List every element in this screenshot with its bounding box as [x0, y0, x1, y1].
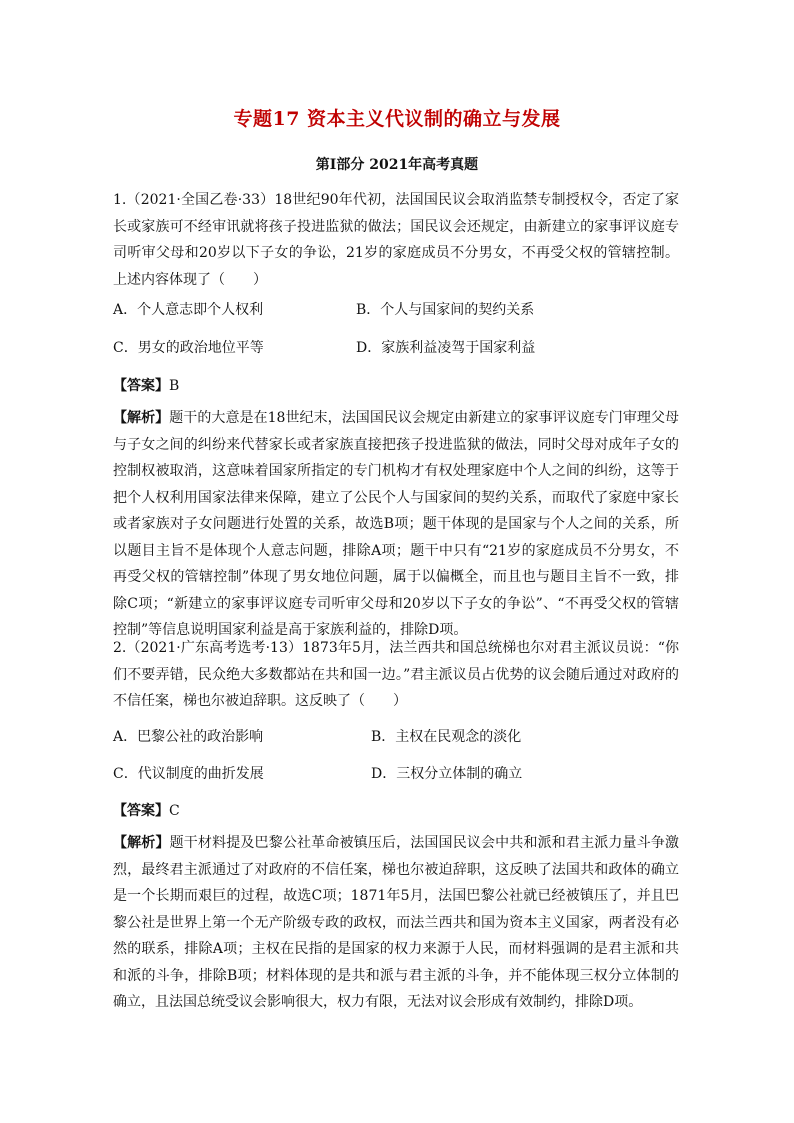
analysis-text: 题干的大意是在18世纪末，法国国民议会规定由新建立的家事评议庭专门审理父母与子女之间的纠纷来代替家长或者家族直接把孩子投进监狱的做法，同时父母对成年子女的控制权被取消，这意味着国家所指定的专门机构才有权处理家庭中个人之间的纠纷，这等于把个人权利用国家法律来保障，建立了公民个人与国家间的契约关系，而取代了家庭中家长或者家族对子女问题进行处置的关系，故选B项；题干体现的是国家与个人之间的关系，所以题目主旨不是体现个人意志问题，排除A项；题干中只有“21岁的家庭成员不分男女，不再受父权的管辖控制”体现了男女地位问题，属于以偏概全，而且也与题目主旨不一致，排除C项；“新建立的家事评议庭专司听审父母和20岁以下子女的争讼”、“不再受父权的管辖控制”等信息说明国家利益是高于家族利益的，排除D项。	[113, 410, 680, 638]
section-subtitle: 第Ⅰ部分 2021年高考真题	[315, 157, 479, 173]
analysis-label: 【解析】	[113, 835, 170, 851]
question-1-option-a: A．个人意志即个人权利	[113, 302, 264, 318]
question-1-option-c: C．男女的政治地位平等	[113, 340, 264, 356]
question-2-option-b: B．主权在民观念的淡化	[371, 729, 522, 745]
question-1-stem: 1.（2021·全国乙卷·33）18世纪90年代初，法国国民议会取消监禁专制授权令，否定了家长或家族可不经审讯就将孩子投进监狱的做法；国民议会还规定，由新建立的家事评议庭专司听审父母和20岁以下子女的争讼，21岁的家庭成员不分男女，不再受父权的管辖控制。上述内容体现了（ ）	[113, 192, 679, 288]
page-title: 专题17 资本主义代议制的确立与发展	[233, 108, 561, 130]
question-1-option-b: B．个人与国家间的契约关系	[356, 302, 535, 318]
question-2-option-d: D．三权分立体制的确立	[371, 766, 523, 782]
answer-value: C	[169, 803, 180, 819]
question-2-option-a: A．巴黎公社的政治影响	[113, 729, 264, 745]
answer-value: B	[169, 378, 180, 394]
question-1-analysis	[113, 405, 679, 644]
question-1-option-d: D．家族利益凌驾于国家利益	[356, 340, 536, 356]
analysis-label: 【解析】	[113, 410, 170, 426]
question-2-answer	[113, 801, 180, 821]
question-1-answer	[113, 376, 179, 396]
question-2-stem: 2.（2021·广东高考选考·13）1873年5月，法兰西共和国总统梯也尔对君主派议员说：“你们不要弄错，民众绝大多数都站在共和国一边。”君主派议员占优势的议会随后通过对政府的不信任案，梯也尔被迫辞职。这反映了（ ）	[113, 640, 679, 709]
question-2-option-c: C．代议制度的曲折发展	[113, 766, 264, 782]
question-2-analysis	[113, 830, 679, 1016]
answer-label: 【答案】	[113, 803, 169, 819]
analysis-text: 题干材料提及巴黎公社革命被镇压后，法国国民议会中共和派和君主派力量斗争激烈，最终君主派通过了对政府的不信任案，梯也尔被迫辞职，这反映了法国共和政体的确立是一个长期而艰巨的过程，故选C项；1871年5月，法国巴黎公社就已经被镇压了，并且巴黎公社是世界上第一个无产阶级专政的政权，而法兰西共和国为资本主义国家，两者没有必然的联系，排除A项；主权在民指的是国家的权力来源于人民，而材料强调的是君主派和共和派的斗争，排除B项；材料体现的是共和派与君主派的斗争，并不能体现三权分立体制的确立，且法国总统受议会影响很大，权力有限，无法对议会形成有效制约，排除D项。	[113, 835, 680, 1010]
answer-label: 【答案】	[113, 378, 169, 394]
